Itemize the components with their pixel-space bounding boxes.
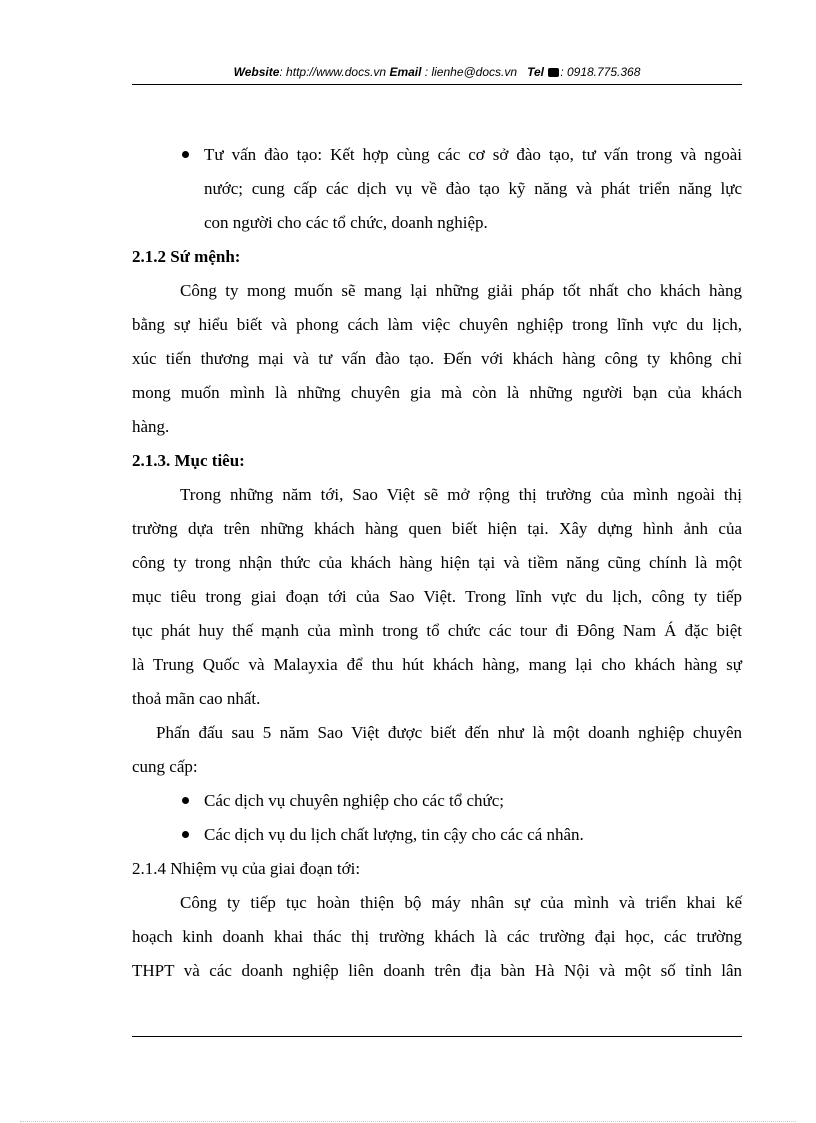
text-line: công ty trong nhận thức của khách hàng hiện tại và tiềm năng cũng chính là một (132, 553, 742, 572)
text-line: cung cấp: (132, 757, 198, 776)
text-line: thoả mãn cao nhất. (132, 689, 261, 708)
text-line: nước; cung cấp các dịch vụ về đào tạo kỹ năng và phát triển năng lực (204, 179, 742, 198)
bullet-dich-vu-chuyen-nghiep (132, 784, 742, 818)
section-heading-2-1-3: 2.1.3. Mục tiêu: (132, 451, 245, 470)
telephone-icon (548, 68, 559, 77)
text-line: Tư vấn đào tạo: Kết hợp cùng các cơ sở đào tạo, tư vấn trong và ngoài (204, 145, 742, 164)
page-edge-divider (20, 1121, 796, 1122)
text-line: Công ty mong muốn sẽ mang lại những giải pháp tốt nhất cho khách hàng (180, 281, 742, 300)
text-line: tục phát huy thế mạnh của mình trong tổ chức các tour đi Đông Nam Á đặc biệt (132, 621, 742, 640)
paragraph-su-menh (132, 274, 742, 444)
text-line: mong muốn mình là những chuyên gia mà còn là những người bạn của khách (132, 383, 742, 402)
text-line: Các dịch vụ chuyên nghiệp cho các tổ chức; (204, 791, 504, 810)
email-value: : lienhe@docs.vn (421, 65, 518, 79)
website-value: : http://www.docs.vn (279, 65, 387, 79)
page-header (132, 64, 742, 85)
text-line: Trong những năm tới, Sao Việt sẽ mở rộng thị trường của mình ngoài thị (180, 485, 742, 504)
email-label: Email (389, 65, 422, 79)
bullet-dot-icon (182, 797, 189, 804)
text-line: THPT và các doanh nghiệp liên doanh trên địa bàn Hà Nội và một số tỉnh lân (132, 961, 742, 980)
text-line: bằng sự hiểu biết và phong cách làm việc chuyên nghiệp trong lĩnh vực du lịch, (132, 315, 742, 334)
section-heading-2-1-2: 2.1.2 Sứ mệnh: (132, 247, 241, 266)
paragraph-muc-tieu (132, 478, 742, 716)
bullet-tu-van-dao-tao (132, 138, 742, 240)
website-label: Website (233, 65, 280, 79)
text-line: hàng. (132, 417, 170, 436)
text-line: con người cho các tổ chức, doanh nghiệp. (204, 213, 488, 232)
paragraph-phan-dau (132, 716, 742, 784)
bullet-dot-icon (182, 151, 189, 158)
tel-value: : 0918.775.368 (560, 65, 641, 79)
footer-divider (132, 1036, 742, 1037)
text-line: hoạch kinh doanh khai thác thị trường khách là các trường đại học, các trường (132, 927, 742, 946)
text-line: mục tiêu trong giai đoạn tới của Sao Việt. Trong lĩnh vực du lịch, công ty tiếp (132, 587, 742, 606)
bullet-dich-vu-du-lich (132, 818, 742, 852)
document-body (132, 138, 742, 988)
paragraph-nhiem-vu (132, 886, 742, 988)
section-heading-2-1-4: 2.1.4 Nhiệm vụ của giai đoạn tới: (132, 859, 361, 878)
text-line: Phấn đấu sau 5 năm Sao Việt được biết đến như là một doanh nghiệp chuyên (156, 723, 742, 742)
text-line: trường dựa trên những khách hàng quen biết hiện tại. Xây dựng hình ảnh của (132, 519, 742, 538)
text-line: Các dịch vụ du lịch chất lượng, tin cậy cho các cá nhân. (204, 825, 584, 844)
bullet-dot-icon (182, 831, 189, 838)
text-line: là Trung Quốc và Malayxia để thu hút khách hàng, mang lại cho khách hàng sự (132, 655, 742, 674)
tel-label: Tel (527, 65, 544, 79)
text-line: Công ty tiếp tục hoàn thiện bộ máy nhân sự của mình và triển khai kế (180, 893, 742, 912)
text-line: xúc tiến thương mại và tư vấn đào tạo. Đến với khách hàng công ty không chỉ (132, 349, 742, 368)
